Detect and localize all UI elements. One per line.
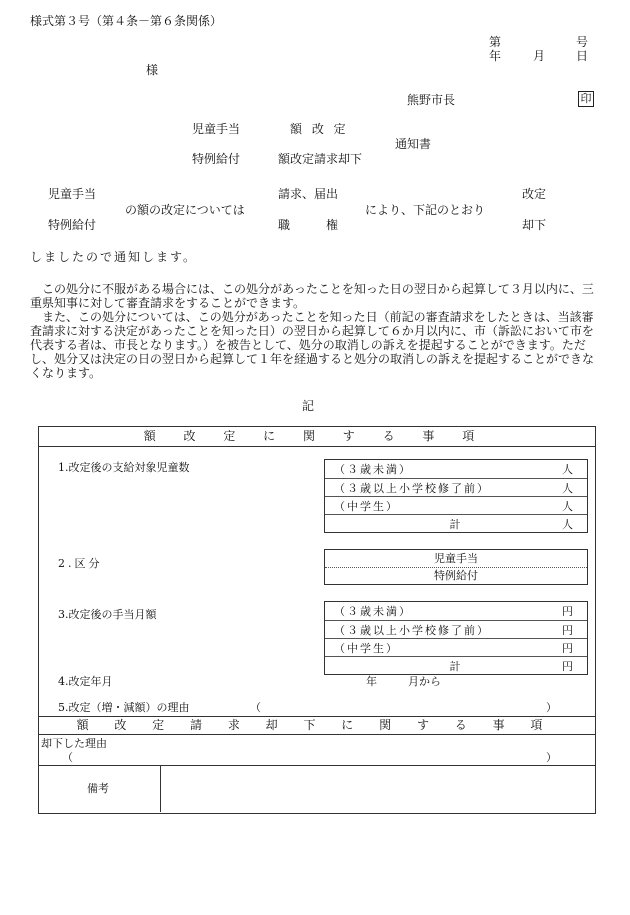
date-month: 月 <box>533 49 546 63</box>
remarks-label: 備考 <box>87 782 109 795</box>
body-special-benefit: 特例給付 <box>48 218 97 232</box>
seal-stamp: 印 <box>578 91 594 107</box>
item3-row-preschool: （３歳以上小学校修了前） <box>334 624 490 637</box>
date-year: 年 <box>489 49 502 63</box>
item2-option-special-benefit: 特例給付 <box>325 567 587 584</box>
reject-reason-open-paren: （ <box>62 751 73 764</box>
item3-unit: 円 <box>562 624 573 637</box>
title-revision: 額 改 定 <box>290 122 349 136</box>
item3-label: 3.改定後の手当月額 <box>58 608 157 621</box>
item1-total-unit: 人 <box>562 518 573 531</box>
date-day: 日 <box>576 49 589 63</box>
title-special-benefit: 特例給付 <box>192 152 241 166</box>
table-header-rejection: 額 改 定 請 求 却 下 に 関 す る 事 項 <box>76 718 554 732</box>
body-child-allowance: 児童手当 <box>48 187 97 201</box>
item1-unit: 人 <box>562 463 573 476</box>
title-notice: 通知書 <box>395 137 432 151</box>
item4-label: 4.改定年月 <box>58 675 113 688</box>
item3-unit: 円 <box>562 605 573 618</box>
item1-unit: 人 <box>562 482 573 495</box>
item3-row-under3: （３歳未満） <box>334 605 412 618</box>
item3-unit: 円 <box>562 642 573 655</box>
form-number: 様式第３号（第４条－第６条関係） <box>30 14 223 28</box>
item1-row-junior-high: （中学生） <box>334 500 399 513</box>
item1-row-under3: （３歳未満） <box>334 463 412 476</box>
addressee-sama: 様 <box>146 63 159 77</box>
title-rejection: 額改定請求却下 <box>278 152 363 166</box>
item1-label: 1.改定後の支給対象児童数 <box>58 461 190 474</box>
item1-unit: 人 <box>562 500 573 513</box>
title-child-allowance: 児童手当 <box>192 122 241 136</box>
body-request: 請求、届出 <box>278 187 339 201</box>
item2-box <box>324 549 588 585</box>
ki-heading: 記 <box>302 399 315 413</box>
item3-total-label: 計 <box>449 660 463 673</box>
number-go: 号 <box>576 35 589 49</box>
item2-label: 2.区分 <box>58 557 103 570</box>
item3-row-junior-high: （中学生） <box>334 642 399 655</box>
number-dai: 第 <box>489 35 502 49</box>
item1-row-preschool: （３歳以上小学校修了前） <box>334 482 490 495</box>
item5-open-paren: （ <box>250 701 261 714</box>
issuer-mayor: 熊野市長 <box>407 93 456 107</box>
item3-total-unit: 円 <box>562 660 573 673</box>
body-middle-text-2: により、下記のとおり <box>365 203 486 217</box>
item1-total-label: 計 <box>449 518 463 531</box>
item5-close-paren: ） <box>546 701 557 714</box>
item4-month-from: 月から <box>408 675 441 688</box>
item3-box <box>324 601 588 675</box>
body-middle-text: の額の改定については <box>125 203 245 217</box>
body-ex-officio: 職 権 <box>278 218 339 232</box>
body-reject: 却下 <box>522 218 547 232</box>
item4-year: 年 <box>366 675 377 688</box>
item2-option-child-allowance: 児童手当 <box>434 552 478 565</box>
body-closing: しましたので通知します。 <box>30 250 198 264</box>
appeal-notice: この処分に不服がある場合には、この処分があったことを知った日の翌日から起算して３月以内に、三重県知事に対して審査請求をすることができます。 <box>30 282 594 310</box>
lawsuit-notice: また、この処分については、この処分があったことを知った日（前記の審査請求をしたときは、当該審査請求に対する決定があったことを知った日）の翌日から起算して６か月以内に、市（訴訟において市を代表する者は、市長となります。）を被告として、処分の取消しの訴えを提起することができます。ただし、処分又は決定の日の翌日から起算して１年を経過すると処分の取消しの訴えを提起することができなくなります。 <box>30 310 595 380</box>
item1-box <box>324 459 588 533</box>
body-revise: 改定 <box>522 187 547 201</box>
item5-label: 5.改定（増・減額）の理由 <box>58 701 190 714</box>
table-header-revision: 額 改 定 に 関 す る 事 項 <box>143 429 487 443</box>
reject-reason-close-paren: ） <box>546 751 557 764</box>
reject-reason-label: 却下した理由 <box>41 737 107 750</box>
